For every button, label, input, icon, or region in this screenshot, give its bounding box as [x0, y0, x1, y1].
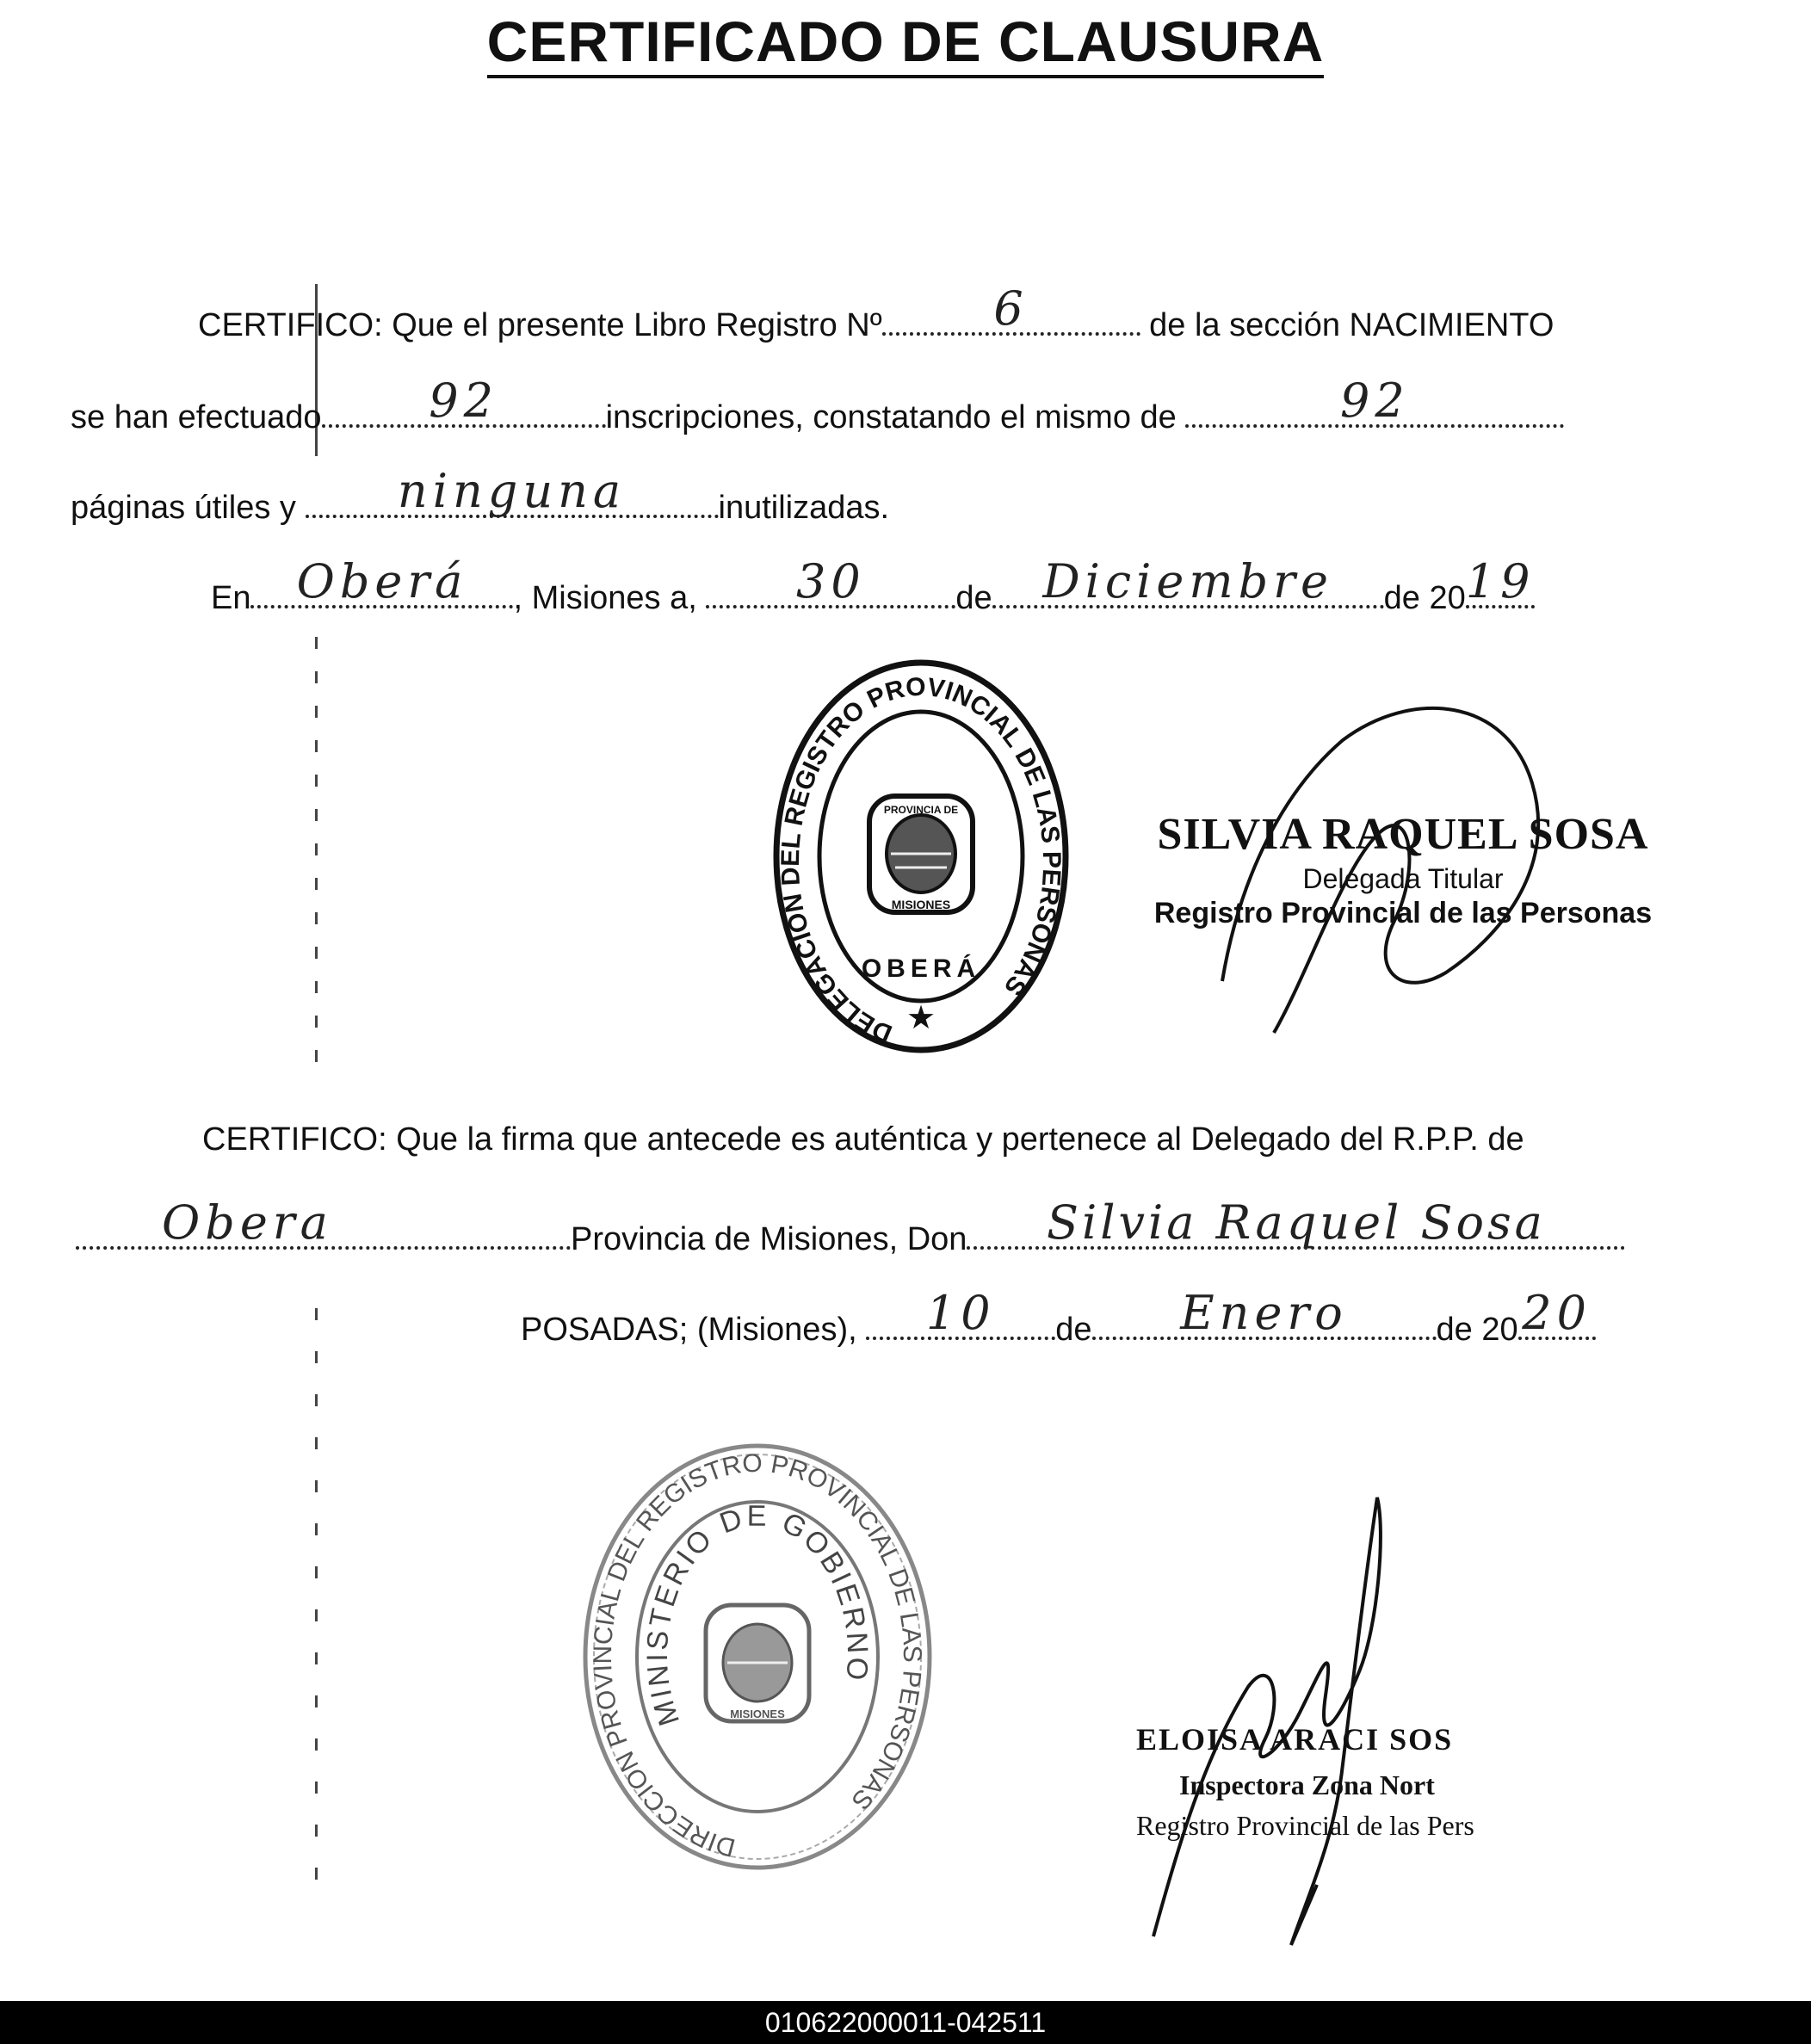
cert1-text: , Misiones a,	[513, 580, 697, 616]
stamp2-inner-text: MINISTERIO DE GOBIERNO	[640, 1499, 875, 1730]
paginas-value: 92	[1340, 374, 1410, 428]
lugar-field	[250, 554, 513, 608]
inutilizadas-value: ninguna	[397, 464, 627, 518]
cert1-line3	[71, 464, 890, 527]
cert2-lead: CERTIFICO:	[202, 1121, 387, 1158]
cert1-text: de la sección NACIMIENTO	[1149, 307, 1554, 343]
cert2-anio-value: 20	[1522, 1286, 1592, 1340]
signer1-role: Delegada Titular	[1302, 863, 1504, 894]
provincial-emblem-icon	[706, 1605, 809, 1721]
cert2-text: de 20	[1436, 1312, 1518, 1348]
cert1-line4	[211, 554, 1536, 617]
stamp-ring-text: DELEGACION DEL REGISTRO PROVINCIAL DE LAS PERSONAS	[776, 672, 1066, 1048]
document-title: CERTIFICADO DE CLAUSURA	[0, 9, 1811, 74]
libro-number-value: 6	[993, 281, 1029, 336]
cert2-lugar-value: Obera	[162, 1195, 333, 1250]
cert2-nombre-field	[967, 1195, 1625, 1250]
lugar-value: Oberá	[296, 554, 468, 608]
cert2-line3	[521, 1286, 1596, 1349]
cert2-text: POSADAS; (Misiones),	[521, 1312, 857, 1348]
cert1-lead: CERTIFICO:	[198, 307, 383, 343]
stamp-city: OBERÁ	[861, 954, 981, 983]
cert1-text: Que el presente Libro Registro Nº	[392, 307, 882, 343]
inscripciones-value: 92	[429, 374, 498, 428]
document-code-bar	[0, 2001, 1811, 2044]
cert1-text: inutilizadas.	[718, 490, 890, 526]
inscripciones-field	[322, 374, 606, 428]
cert1-text: En	[211, 580, 251, 616]
oval-stamp-obera	[766, 654, 1076, 1059]
cert2-dia-field	[866, 1286, 1055, 1340]
cert2-nombre-value: Silvia Raquel Sosa	[1046, 1195, 1546, 1250]
star-icon: ★	[906, 1000, 936, 1036]
emblem-top-text: PROVINCIA DE	[883, 804, 959, 816]
stamp2-ring-text: DIRECCION PROVINCIAL DEL REGISTRO PROVINCIAL DE LAS PERSONAS	[588, 1448, 927, 1862]
stamp2-emblem-bottom: MISIONES	[730, 1707, 785, 1720]
signer2-name: ELOISA ARACI SOS	[1136, 1722, 1454, 1757]
margin-mark	[315, 1308, 318, 1911]
cert1-text: páginas útiles y	[71, 490, 296, 526]
cert1-text: inscripciones, constatando el mismo de	[605, 399, 1177, 435]
cert1-text: se han efectuado	[71, 399, 322, 435]
cert2-anio-field	[1518, 1286, 1596, 1340]
cert1-text: de	[955, 580, 992, 616]
margin-mark	[315, 637, 318, 1067]
dia-value: 30	[796, 554, 866, 608]
inutilizadas-field	[306, 464, 719, 518]
cert2-text: Que la firma que antecede es auténtica y pertenece al Delegado del R.P.P. de	[396, 1121, 1524, 1158]
document-code: 010622000011-042511	[764, 2007, 1047, 2038]
cert1-line1	[198, 281, 1554, 344]
oval-stamp-ministerio	[577, 1437, 938, 1876]
dia-field	[706, 554, 955, 608]
cert1-line2	[71, 374, 1564, 436]
emblem-bottom-text: MISIONES	[891, 898, 951, 911]
signer1-block	[1145, 809, 1661, 930]
cert2-text: de	[1055, 1312, 1092, 1348]
mes-value: Diciembre	[1042, 554, 1333, 608]
cert2-line2	[76, 1195, 1625, 1258]
cert2-dia-value: 10	[925, 1286, 996, 1340]
signer1-org: Registro Provincial de las Personas	[1153, 897, 1653, 929]
cert2-line1	[202, 1121, 1524, 1158]
libro-number-field	[882, 281, 1140, 336]
signer2-block	[1136, 1721, 1515, 1842]
cert2-mes-value: Enero	[1180, 1286, 1348, 1340]
signer2-role: Inspectora Zona Nort	[1179, 1769, 1435, 1800]
signer1-name: SILVIA RAQUEL SOSA	[1157, 810, 1649, 859]
cert2-lugar-field	[76, 1195, 571, 1250]
cert2-mes-field	[1092, 1286, 1437, 1340]
paginas-field	[1185, 374, 1564, 428]
signer2-org: Registro Provincial de las Pers	[1136, 1810, 1474, 1841]
mes-field	[992, 554, 1384, 608]
anio-field	[1465, 554, 1536, 608]
cert1-text: de 20	[1383, 580, 1466, 616]
anio-value: 19	[1465, 554, 1536, 608]
cert2-text: Provincia de Misiones, Don	[571, 1221, 967, 1257]
